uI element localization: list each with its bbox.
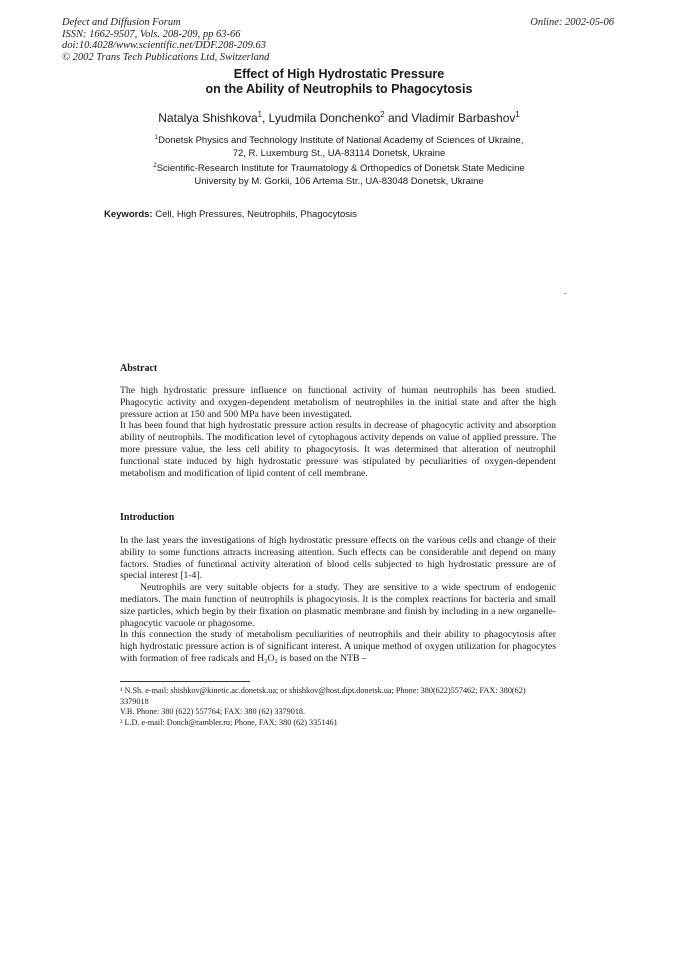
abstract-paragraph: It has been found that high hydrostatic pressure action results in decrease of phagocytic activity and absorption ability of neutrophils. The modification level of cytophagous activity depends on value of applied pressure. The more pressure value, the less cell ability to phagocytosis. It was determined that alteration of neutrophil functional state induced by high hydrostatic pressure was stipulated by peculiarities of oxygen-dependent metabolism and modification of lipid content of cell membrane. bbox=[120, 420, 556, 479]
abstract-body bbox=[120, 385, 556, 479]
keywords bbox=[104, 209, 357, 220]
author-name: Vladimir Barbashov bbox=[411, 111, 516, 125]
abstract-heading: Abstract bbox=[120, 363, 158, 374]
affil-line: 72, R. Luxemburg St., UA-83114 Donetsk, Ukraine bbox=[232, 148, 446, 160]
footnote: V.B. Phone: 380 (622) 557764; FAX: 380 (62) 3379018. bbox=[120, 707, 306, 716]
author-affil-mark: 1 bbox=[257, 110, 262, 119]
author-list bbox=[60, 110, 618, 125]
affil-line: Scientific-Research Institute for Traumatology & Orthopedics of Donetsk State Medicine bbox=[156, 163, 525, 175]
author-affil-mark: 2 bbox=[380, 110, 385, 119]
affil-mark: 1 bbox=[154, 134, 159, 141]
keywords-text: Cell, High Pressures, Neutrophils, Phagocytosis bbox=[155, 209, 357, 220]
journal-copyright: © 2002 Trans Tech Publications Ltd, Switzerland bbox=[62, 51, 270, 63]
author-separator: and bbox=[384, 111, 412, 125]
keywords-label: Keywords: bbox=[104, 209, 153, 220]
paper-title bbox=[60, 67, 618, 97]
scan-speck bbox=[564, 293, 566, 294]
introduction-heading: Introduction bbox=[120, 512, 175, 523]
affiliation-2 bbox=[60, 159, 618, 188]
footnote-rule bbox=[120, 681, 250, 682]
online-date: Online: 2002-05-06 bbox=[530, 17, 614, 28]
footnote: ² L.D. e-mail: Donch@rambler.ru; Phone, FAX: 380 (62) 3351461 bbox=[120, 717, 338, 727]
journal-name: Defect and Diffusion Forum bbox=[62, 17, 181, 28]
affiliation-1 bbox=[60, 131, 618, 160]
affil-mark: 2 bbox=[153, 162, 157, 169]
affil-line: Donetsk Physics and Technology Institute of National Academy of Sciences of Ukraine, bbox=[158, 135, 524, 147]
journal-doi: doi:10.4028/www.scientific.net/DDF.208-209.63 bbox=[62, 40, 267, 51]
affil-line: University by M. Gorkii, 106 Artema Str., UA-83048 Donetsk, Ukraine bbox=[194, 176, 484, 188]
intro-paragraph: In this connection the study of metabolism peculiarities of neutrophils and their ability to phagocytosis after high hydrostatic pressure action is of significant interest. A unique method of oxygen utilization for phagocytes with formation of free radicals and H₂O₂ is based on the NTB – bbox=[120, 629, 556, 664]
author-affil-mark: 1 bbox=[515, 110, 520, 119]
journal-header bbox=[62, 17, 269, 63]
title-line: on the Ability of Neutrophils to Phagocytosis bbox=[205, 82, 473, 96]
abstract-paragraph: The high hydrostatic pressure influence on functional activity of human neutrophils has been studied. Phagocytic activity and oxygen-dependent metabolism of neutrophiles in the initial state and after the high pressure action at 150 and 500 MPa have been investigated. bbox=[120, 385, 556, 420]
journal-issn: ISSN: 1662-9507, Vols. 208-209, pp 63-66 bbox=[62, 28, 241, 40]
intro-paragraph: Neutrophils are very suitable objects for a study. They are sensitive to a wide spectrum of endogenic mediators. The main function of neutrophils is phagocytosis. It is the complex reactions for bacteria and small size particles, which begin by their fixation on plasmatic membrane and finish by including in a new organelle- phagocytic vacuole or phagosome. bbox=[120, 582, 556, 629]
introduction-body bbox=[120, 535, 556, 665]
title-line: Effect of High Hydrostatic Pressure bbox=[233, 67, 445, 81]
author-name: Natalya Shishkova bbox=[158, 111, 258, 125]
author-name: Lyudmila Donchenko bbox=[268, 111, 381, 125]
intro-paragraph: In the last years the investigations of high hydrostatic pressure effects on the various cells and change of their ability to some functions attracts increasing attention. Such effects can be considerable and depend on many factors. Studies of functional activity alteration of blood cells subjected to high hydrostatic pressure are of special interest [1-4]. bbox=[120, 535, 556, 582]
footnotes bbox=[120, 686, 556, 728]
footnote: ¹ N.Sh. e-mail: shishkov@kinetic.ac.donetsk.ua; or shishkov@host.dipt.donetsk.ua; Phone: 380(622)557462; FAX: 380(62) 3379018 bbox=[120, 686, 526, 706]
author-separator: , bbox=[262, 111, 269, 125]
